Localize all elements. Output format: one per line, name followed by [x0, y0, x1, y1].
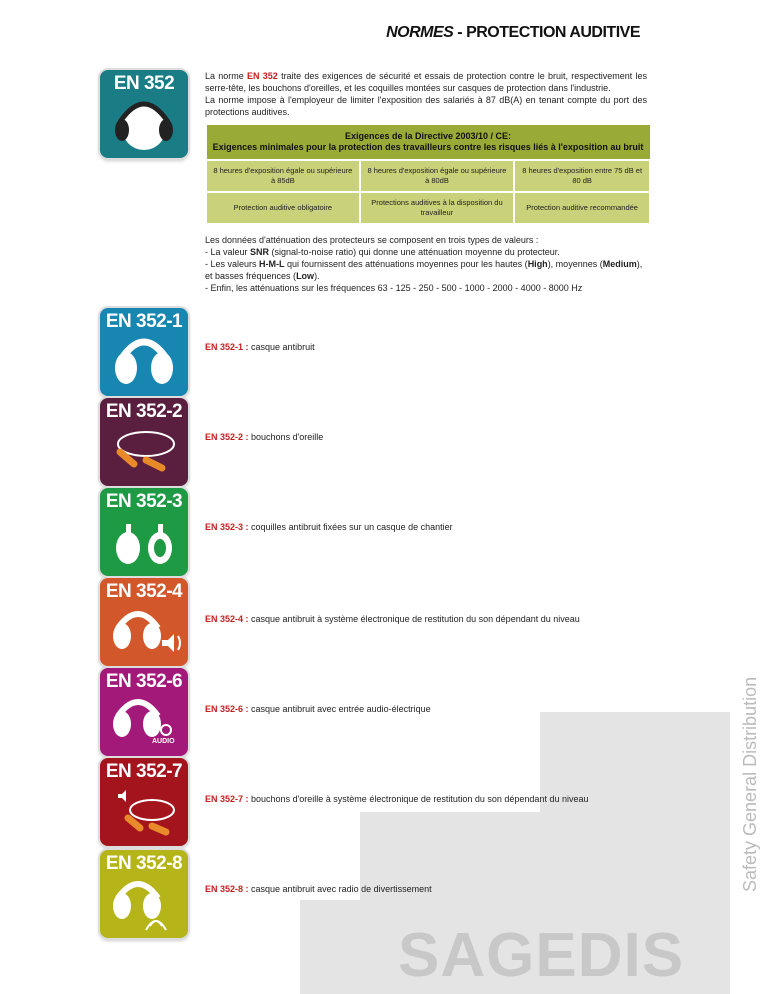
table-cell: Protection auditive recommandée: [514, 192, 650, 224]
sagedis-logo: SAGEDIS: [398, 921, 685, 990]
electronic-earplug-icon: [100, 758, 188, 846]
attenuation-text: Les données d'atténuation des protecteurs se composent en trois types de valeurs : - La valeur SNR (signal-to-noise ratio) qui donne une atténuation moyenne du protecteur. - Les valeurs H-M-L qui fournissent des atténuations moyennes pour les hautes (High), moyennes (Medium), et basses fréquences (Low). - Enfin, les atténuations sur les fréquences 63 - 125 - 250 - 500 - 1000 - 2000 - 4000 - 8000 Hz: [205, 235, 643, 293]
badge-code: EN 352-4: [105, 581, 183, 602]
badge-code: EN 352-1: [105, 311, 183, 332]
earmuff-helmet-icon: [100, 70, 188, 158]
en352-4-badge: [100, 578, 188, 666]
sidebar-text: Safety General Distribution: [740, 676, 760, 892]
directive-table: [205, 124, 651, 225]
electronic-earmuff-icon: [100, 578, 188, 666]
en352-8-badge: [100, 850, 188, 938]
directive-header: Exigences de la Directive 2003/10 / CE: Exigences minimales pour la protection des travailleurs contre les risques liés à l'exposition au bruit: [206, 125, 650, 161]
list-item: EN 352-1 : casque antibruit: [205, 342, 315, 352]
background-shape: [300, 900, 370, 994]
earplug-icon: [100, 398, 188, 486]
en352-3-badge: [100, 488, 188, 576]
en352-1-badge: [100, 308, 188, 396]
en352-7-badge: [100, 758, 188, 846]
earmuff-icon: [100, 308, 188, 396]
audio-label: AUDIO: [152, 738, 175, 745]
list-item: EN 352-3 : coquilles antibruit fixées sur un casque de chantier: [205, 522, 453, 532]
table-cell: Protection auditive obligatoire: [206, 192, 360, 224]
badge-code: EN 352-6: [105, 671, 183, 692]
en352-badge: [100, 70, 188, 158]
badge-code: EN 352: [113, 73, 175, 94]
badge-code: EN 352-8: [105, 853, 183, 874]
list-item: EN 352-4 : casque antibruit à système électronique de restitution du son dépendant du niveau: [205, 614, 580, 624]
table-cell: 8 heures d'exposition égale ou supérieure à 85dB: [206, 160, 360, 192]
list-item: EN 352-2 : bouchons d'oreille: [205, 432, 324, 442]
list-item: EN 352-8 : casque antibruit avec radio de divertissement: [205, 884, 432, 894]
intro-text: La norme EN 352 traite des exigences de sécurité et essais de protection contre le bruit, respectivement les serre-tête, les bouchons d'oreilles, et les coquilles montées sur casques de protection dans l'industrie. La norme impose à l'employeur de limiter l'exposition des salariés à 87 dB(A) en tenant compte du port des protections auditives.: [205, 71, 647, 117]
table-cell: 8 heures d'exposition entre 75 dB et 80 dB: [514, 160, 650, 192]
table-cell: 8 heures d'exposition égale ou supérieure à 80dB: [360, 160, 515, 192]
page-title: NORMES - PROTECTION AUDITIVE: [386, 24, 640, 41]
en352-6-badge: [100, 668, 188, 756]
helmet-earmuff-icon: [100, 488, 188, 576]
badge-code: EN 352-2: [105, 401, 183, 422]
list-item: EN 352-7 : bouchons d'oreille à système électronique de restitution du son dépendant du niveau: [205, 794, 589, 804]
table-cell: Protections auditives à la disposition du travailleur: [360, 192, 515, 224]
radio-earmuff-icon: [100, 850, 188, 938]
badge-code: EN 352-3: [105, 491, 183, 512]
list-item: EN 352-6 : casque antibruit avec entrée audio-électrique: [205, 704, 431, 714]
en352-2-badge: [100, 398, 188, 486]
badge-code: EN 352-7: [105, 761, 183, 782]
